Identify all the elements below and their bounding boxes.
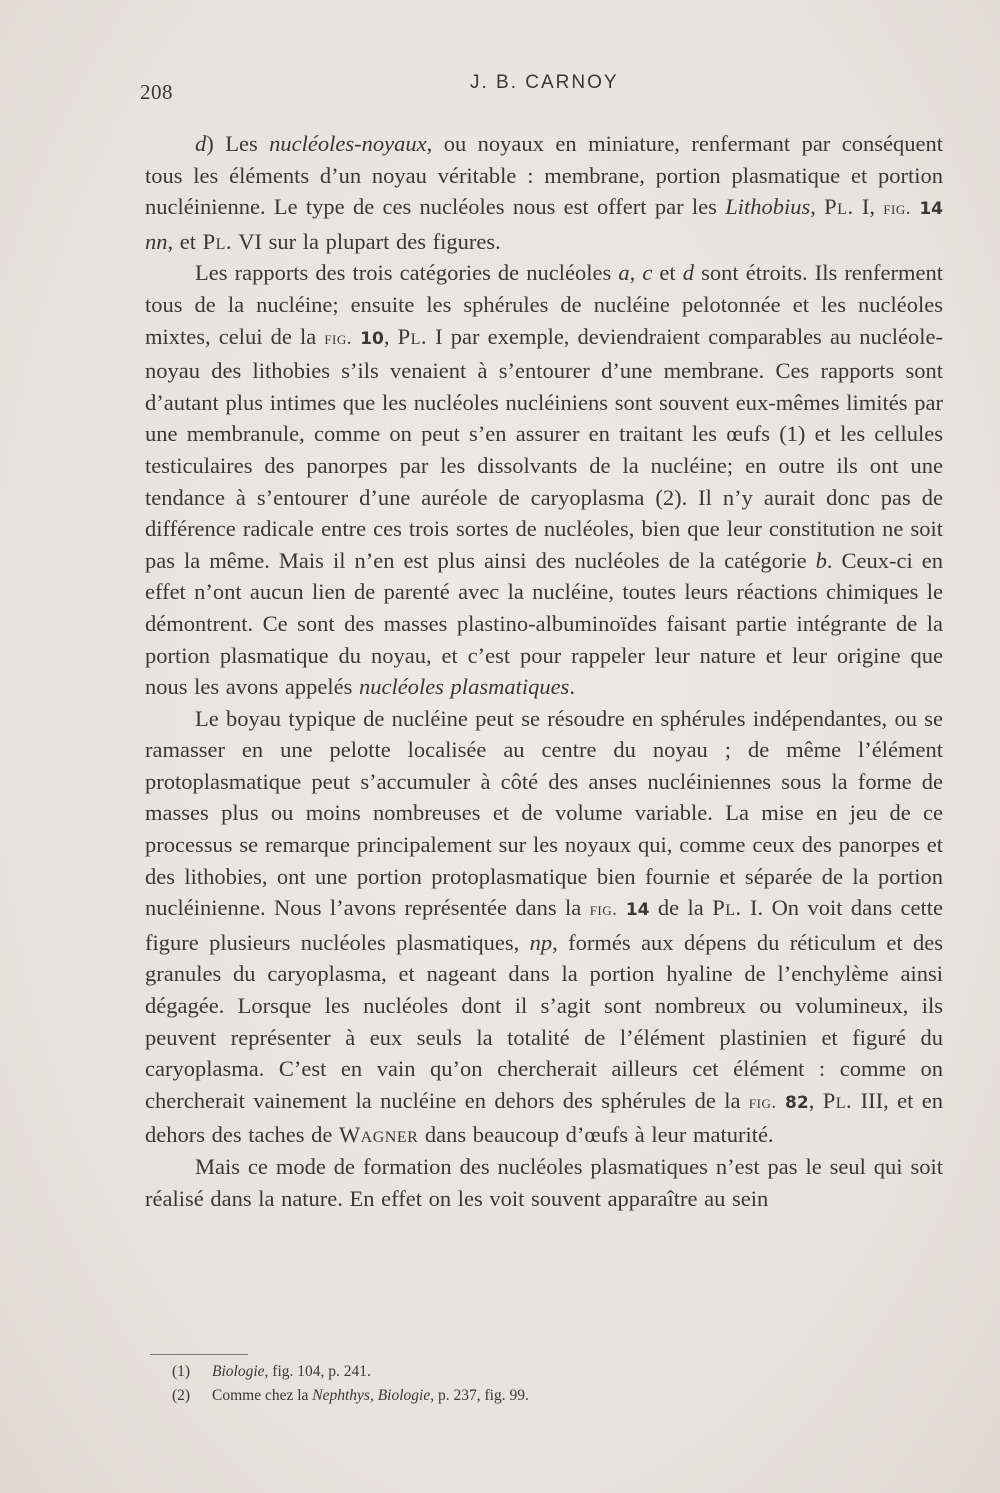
- italic-text: b: [815, 547, 827, 573]
- figure-reference: fig.: [324, 327, 353, 349]
- text-run: de la: [649, 895, 713, 921]
- paragraph: [145, 128, 943, 257]
- text-run: , p. 237, fig. 99.: [430, 1387, 529, 1404]
- small-caps-text: Pl.: [202, 228, 233, 254]
- italic-text: Biologie: [212, 1363, 265, 1380]
- text-run: VI sur la plupart des figures.: [232, 228, 501, 254]
- italic-text: d: [682, 260, 695, 286]
- italic-text: np: [529, 929, 553, 955]
- text-run: ,: [383, 323, 398, 349]
- text-run: . Ceux-ci en effet n’ont aucun lien de parenté avec la nucléine, toutes leurs réactions chimiques le démontrent. Ce sont des masses plastino-albuminoïdes faisant partie intégrante de la portion plasmatique du noyau, et c’est pour rappeler leur nature et leur origine que nous les avons appelés: [145, 547, 944, 700]
- text-run: Le boyau typique de nucléine peut se résoudre en sphérules indépendantes, ou se ramasser en une pelotte localisée au centre du noyau ; de même l’élément protoplasmatique peut s’accumuler à côté des anses nucléiniennes sous la forme de masses plus ou moins nombreuses et de volume variable. La mise en jeu de ce processus se remarque principalement sur les noyaux qui, comme ceux des panorpes et des lithobies, ont une portion protoplasmatique bien fournie et séparée de la portion nucléinienne. Nous l’avons représentée dans la: [145, 705, 943, 921]
- paragraph: [145, 1151, 943, 1214]
- text-run: , fig. 104, p. 241.: [264, 1363, 371, 1380]
- text-run: .: [569, 674, 575, 700]
- figure-number: 10: [360, 328, 384, 349]
- small-caps-text: Pl.: [822, 1087, 853, 1113]
- figure-number: 14: [625, 900, 650, 921]
- small-caps-text: Pl.: [712, 895, 742, 921]
- text-run: dans beaucoup d’œufs à leur maturité.: [418, 1122, 774, 1148]
- text-run: ,: [629, 260, 643, 286]
- text-run: , et: [167, 228, 203, 254]
- paragraph: [145, 257, 943, 702]
- text-run: I par exemple, deviendraient comparables au nucléole-noyau des lithobies s’ils venaient à s’entourer d’une membrane. Ces rapports sont d’autant plus intimes que les nucléoles nucléiniens sont souvent eux-mêmes limités par une membranule, comme on peut s’en assurer en traitant les œufs (1) et les cellules testiculaires des panorpes par les dissolvants de la nucléine; en outre ils ont une tendance à s’entourer d’une auréole de caryoplasma (2). Il n’y aurait donc pas de différence radicale entre ces trois sortes de nucléoles, bien que leur constitution ne soit pas la même. Mais il n’en est plus ainsi des nucléoles de la catégorie: [145, 323, 944, 573]
- figure-number: 82: [785, 1092, 809, 1113]
- footnote-divider: [150, 1354, 248, 1355]
- text-run: ,: [808, 1087, 823, 1113]
- footnote-mark: (1): [172, 1363, 191, 1380]
- page-header: [140, 72, 940, 102]
- text-run: Mais ce mode de formation des nucléoles plasmatiques n’est pas le seul qui soit réalisé dans la nature. En effet on les voit souvent apparaître au sein: [145, 1154, 943, 1211]
- italic-text: nucléoles-noyaux: [269, 131, 427, 156]
- italic-text: c: [642, 260, 653, 286]
- italic-text: a: [618, 260, 630, 286]
- footnotes: [172, 1360, 932, 1408]
- italic-text: nucléoles plasmatiques: [358, 674, 570, 700]
- text-run: ,: [369, 1387, 378, 1404]
- text-run: [777, 1088, 785, 1113]
- text-run: I. On voit dans cette figure plusieurs nucléoles plasmatiques,: [145, 895, 944, 955]
- running-head: J. B. CARNOY: [470, 72, 619, 93]
- footnote-mark: (2): [172, 1387, 191, 1404]
- italic-text: nn: [145, 228, 168, 254]
- footnote: [172, 1360, 932, 1384]
- paragraph: [145, 703, 943, 1151]
- small-caps-text: Pl.: [824, 194, 854, 220]
- small-caps-text: Pl.: [397, 323, 427, 349]
- text-run: ,: [810, 194, 825, 220]
- text-run: Les rapports des trois catégories de nucléoles: [195, 260, 619, 286]
- text-run: [352, 324, 360, 349]
- figure-number: 14: [919, 199, 944, 220]
- italic-text: Lithobius: [725, 194, 811, 220]
- footnote: [172, 1384, 932, 1408]
- text-run: [617, 895, 625, 920]
- text-run: ) Les: [206, 131, 270, 156]
- italic-text: d: [195, 131, 207, 156]
- body-text: [145, 128, 943, 1214]
- text-run: Comme chez la: [212, 1387, 313, 1404]
- text-run: , formés aux dépens du réticulum et des granules du caryoplasma, et nageant dans la portion hyaline de l’enchylème ainsi dégagée. Lorsque les nucléoles dont il s’agit sont nombreux ou volumineux, ils peuvent représenter à eux seuls la totalité de l’élément plastinien et figuré du caryoplasma. C’est en vain qu’on chercherait ailleurs cet élément : comme on chercherait vainement la nucléine en dehors des sphérules de la: [145, 929, 943, 1113]
- page-number: 208: [140, 80, 173, 104]
- text-run: et: [652, 260, 683, 286]
- text-run: , ou noyaux en miniature, renfermant par conséquent tous les éléments d’un noyau véritable : membrane, portion plasmatique et portion nucléinienne. Le type de ces nucléoles nous est offert par les: [145, 131, 943, 220]
- figure-reference: fig.: [589, 899, 618, 921]
- figure-reference: fig.: [883, 198, 912, 220]
- small-caps-text: Wagner: [338, 1122, 419, 1148]
- figure-reference: fig.: [748, 1091, 777, 1113]
- italic-text: Biologie: [377, 1387, 431, 1404]
- text-run: III, et en dehors des taches de: [145, 1087, 944, 1148]
- text-run: sont étroits. Ils renferment tous de la nucléine; ensuite les sphérules de nucléine pelotonnée et les nucléoles mixtes, celui de la: [145, 260, 944, 349]
- italic-text: Nephthys: [312, 1387, 370, 1404]
- text-run: I,: [853, 194, 884, 220]
